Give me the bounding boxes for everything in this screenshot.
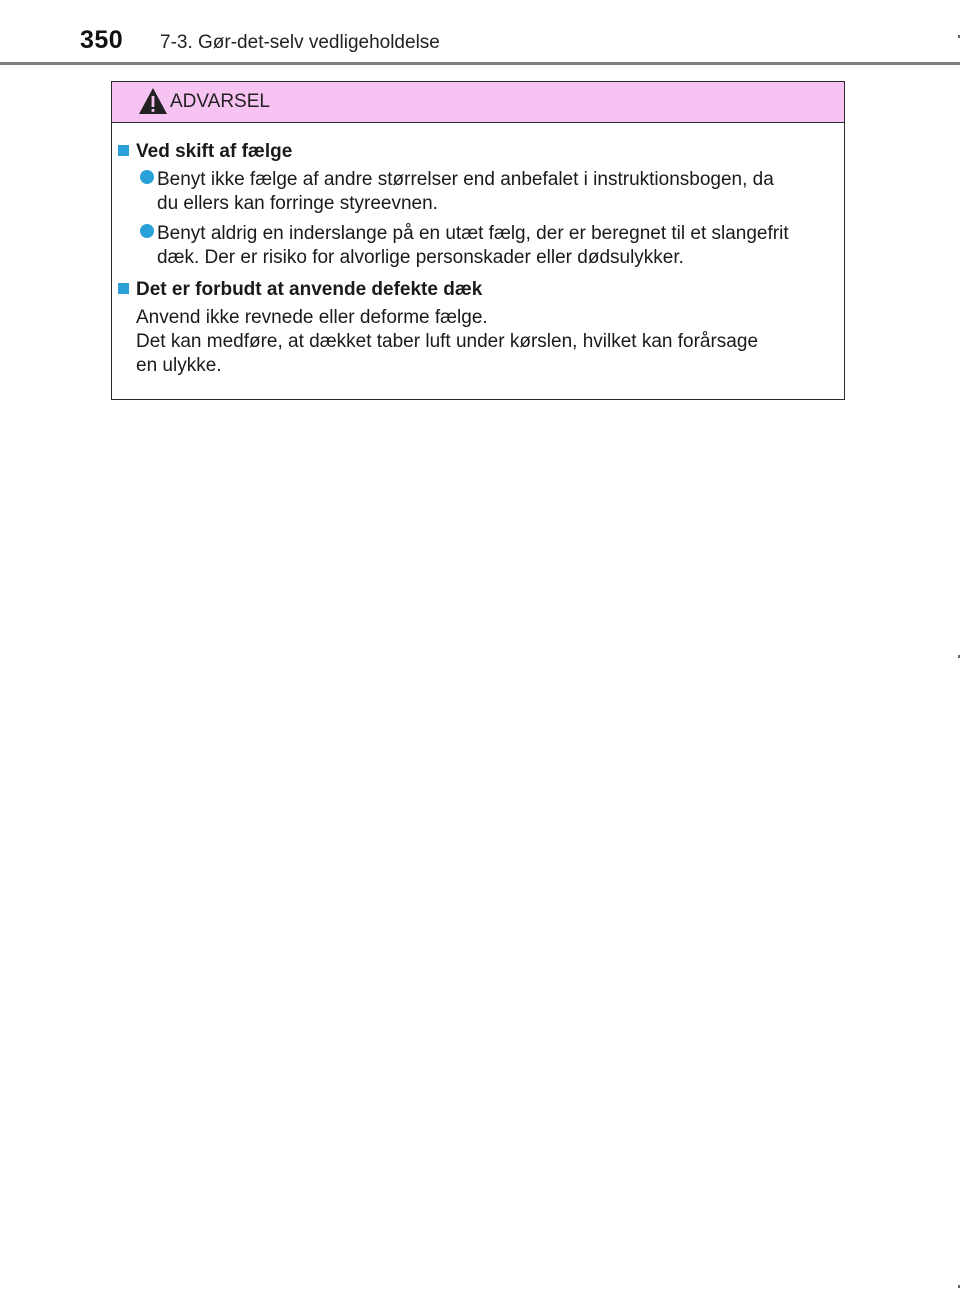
warning-header bbox=[112, 82, 844, 123]
warning-triangle-icon bbox=[138, 87, 168, 115]
section-bullet-icon bbox=[118, 145, 129, 156]
item-bullet-icon bbox=[140, 170, 154, 184]
warning-box bbox=[111, 81, 845, 400]
section-bullet-icon bbox=[118, 283, 129, 294]
list-item-line: dæk. Der er risiko for alvorlige personskader eller dødsulykker. bbox=[157, 247, 684, 268]
warning-title: ADVARSEL bbox=[170, 91, 270, 112]
list-item-line: du ellers kan forringe styreevnen. bbox=[157, 193, 438, 214]
section-heading: Det er forbudt at anvende defekte dæk bbox=[136, 279, 483, 300]
list-item-line: Benyt ikke fælge af andre størrelser end anbefalet i instruktionsbogen, da bbox=[157, 169, 774, 190]
page-number: 350 bbox=[80, 26, 124, 54]
text-line: Det kan medføre, at dækket taber luft under kørslen, hvilket kan forårsage bbox=[136, 331, 759, 352]
text-line: en ulykke. bbox=[136, 355, 222, 376]
list-item-line: Benyt aldrig en inderslange på en utæt fælg, der er beregnet til et slangefrit bbox=[157, 223, 789, 244]
section-title: 7-3. Gør-det-selv vedligeholdelse bbox=[160, 32, 440, 53]
item-bullet-icon bbox=[140, 224, 154, 238]
page-header bbox=[0, 0, 960, 64]
section-heading: Ved skift af fælge bbox=[136, 141, 293, 162]
text-line: Anvend ikke revnede eller deforme fælge. bbox=[136, 307, 488, 328]
list-item bbox=[157, 168, 839, 216]
list-item bbox=[157, 222, 839, 270]
section-text bbox=[136, 306, 832, 378]
header-divider bbox=[0, 62, 960, 65]
